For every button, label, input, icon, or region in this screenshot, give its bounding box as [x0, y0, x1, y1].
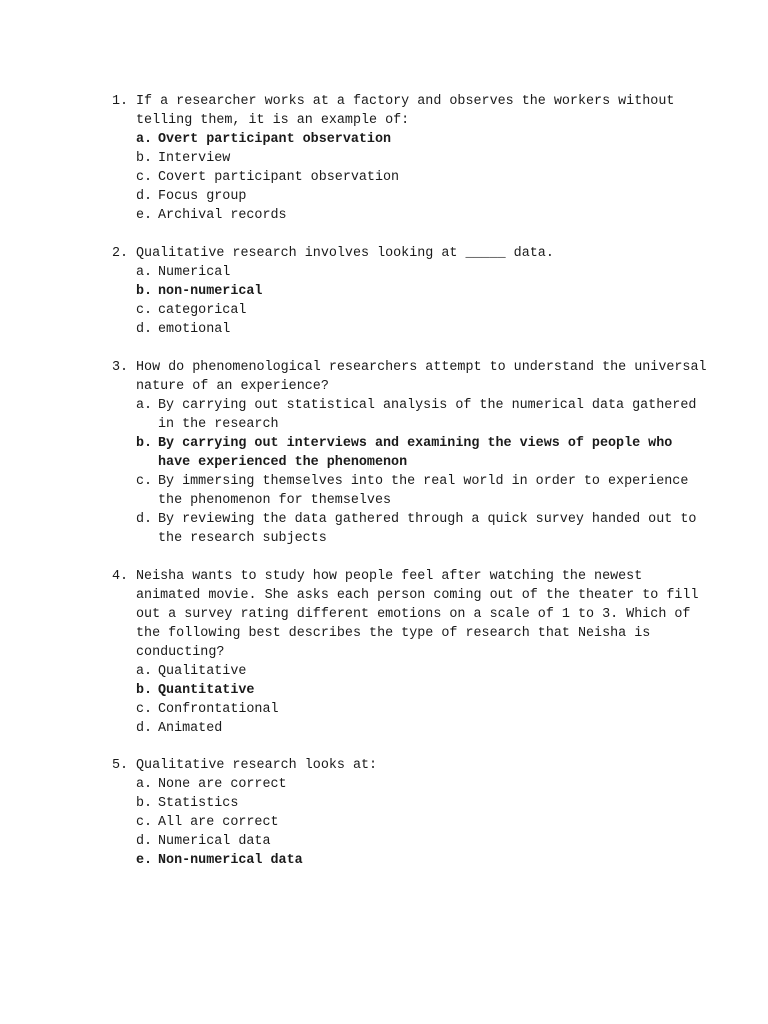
option-letter: a.	[136, 132, 153, 147]
option-letter: a.	[136, 398, 153, 413]
option-letter: c.	[136, 474, 153, 489]
option-text: Covert participant observation	[158, 170, 400, 185]
answer-option	[136, 149, 712, 168]
option-letter: e.	[136, 208, 153, 223]
answer-option	[136, 719, 712, 738]
option-letter: b.	[136, 683, 153, 698]
question-text: Qualitative research looks at:	[136, 758, 378, 773]
option-text: categorical	[158, 303, 247, 318]
question-number: 2.	[112, 246, 129, 261]
answer-option	[136, 320, 712, 339]
question-number: 4.	[112, 569, 129, 584]
option-text: By immersing themselves into the real world in order to experience the phenomenon for themselves	[158, 474, 689, 508]
option-text-correct: Quantitative	[158, 683, 255, 698]
option-text: emotional	[158, 322, 231, 337]
option-text-correct: By carrying out interviews and examining the views of people who have experienced the phenomenon	[158, 436, 673, 470]
option-text-correct: non-numerical	[158, 284, 263, 299]
option-letter: c.	[136, 303, 153, 318]
answer-option	[136, 472, 712, 510]
option-text: Animated	[158, 721, 223, 736]
option-letter: d.	[136, 189, 153, 204]
answer-option	[136, 301, 712, 320]
answer-option	[136, 681, 712, 700]
answer-option	[136, 282, 712, 301]
question-stem	[112, 358, 712, 396]
answer-option	[136, 794, 712, 813]
option-text: Statistics	[158, 796, 239, 811]
answer-option	[136, 396, 712, 434]
option-letter: d.	[136, 512, 153, 527]
question-number: 5.	[112, 758, 129, 773]
answer-option	[136, 130, 712, 149]
option-letter: a.	[136, 265, 153, 280]
option-text: Qualitative	[158, 664, 247, 679]
option-letter: c.	[136, 170, 153, 185]
option-text-correct: Overt participant observation	[158, 132, 392, 147]
option-letter: e.	[136, 853, 153, 868]
answer-option	[136, 832, 712, 851]
question-text: Neisha wants to study how people feel after watching the newest animated movie. She asks each person coming out of the theater to fill out a survey rating different emotions on a scale of 1 to 3. Which of the following best describes the type of research that Neisha is conducting?	[136, 569, 699, 660]
answer-option	[136, 434, 712, 472]
question-number: 3.	[112, 360, 129, 375]
option-text: Numerical	[158, 265, 231, 280]
option-letter: c.	[136, 702, 153, 717]
answer-option	[136, 187, 712, 206]
question-5	[112, 756, 712, 870]
option-letter: d.	[136, 834, 153, 849]
answer-option	[136, 510, 712, 548]
question-stem	[112, 244, 712, 263]
answer-option	[136, 775, 712, 794]
option-text: Numerical data	[158, 834, 271, 849]
answer-option	[136, 168, 712, 187]
question-3	[112, 358, 712, 548]
option-letter: a.	[136, 664, 153, 679]
answer-option	[136, 206, 712, 225]
option-letter: b.	[136, 796, 153, 811]
option-letter: a.	[136, 777, 153, 792]
option-letter: b.	[136, 151, 153, 166]
answer-option	[136, 700, 712, 719]
option-letter: c.	[136, 815, 153, 830]
question-1	[112, 92, 712, 225]
question-stem	[112, 567, 712, 662]
question-stem	[112, 92, 712, 130]
answer-option	[136, 263, 712, 282]
answer-option	[136, 662, 712, 681]
option-text: Interview	[158, 151, 231, 166]
option-text: By carrying out statistical analysis of the numerical data gathered in the research	[158, 398, 697, 432]
question-text: If a researcher works at a factory and observes the workers without telling them, it is an example of:	[136, 94, 675, 128]
answer-option	[136, 851, 712, 870]
question-text: Qualitative research involves looking at _____ data.	[136, 246, 554, 261]
question-4	[112, 567, 712, 738]
question-stem	[112, 756, 712, 775]
question-number: 1.	[112, 94, 129, 109]
option-text-correct: Non-numerical data	[158, 853, 303, 868]
option-text: Confrontational	[158, 702, 279, 717]
option-text: Focus group	[158, 189, 247, 204]
option-text: Archival records	[158, 208, 287, 223]
option-text: All are correct	[158, 815, 279, 830]
option-letter: d.	[136, 322, 153, 337]
option-text: By reviewing the data gathered through a quick survey handed out to the research subjects	[158, 512, 697, 546]
question-text: How do phenomenological researchers attempt to understand the universal nature of an experience?	[136, 360, 707, 394]
option-text: None are correct	[158, 777, 287, 792]
option-letter: b.	[136, 284, 153, 299]
option-letter: b.	[136, 436, 153, 451]
option-letter: d.	[136, 721, 153, 736]
question-2	[112, 244, 712, 339]
answer-option	[136, 813, 712, 832]
